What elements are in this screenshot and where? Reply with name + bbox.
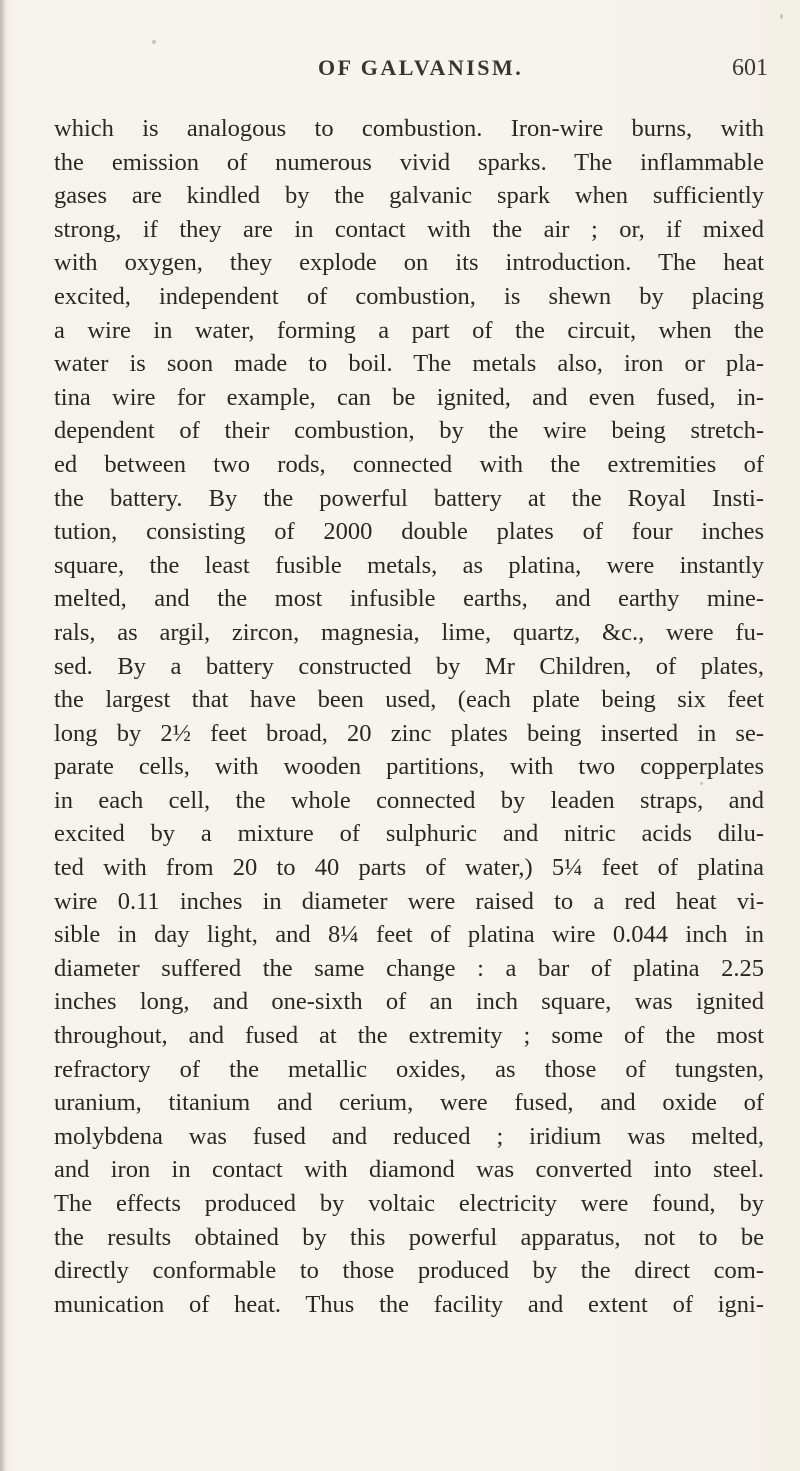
text-line: parate cells, with wooden partitions, with two copperplates (54, 753, 764, 781)
text-line: the largest that have been used, (each plate being six feet (54, 686, 764, 714)
text-line: melted, and the most infusible earths, and earthy mine- (54, 585, 764, 613)
text-line: sed. By a battery constructed by Mr Children, of plates, (54, 652, 764, 680)
text-line: diameter suffered the same change : a bar of platina 2.25 (54, 954, 764, 982)
page-number: 601 (732, 55, 768, 81)
text-line: refractory of the metallic oxides, as those of tungsten, (54, 1055, 764, 1083)
text-line: square, the least fusible metals, as platina, were instantly (54, 551, 764, 579)
page-header (108, 55, 778, 95)
text-line: ted with from 20 to 40 parts of water,) 5¼ feet of platina (54, 854, 764, 882)
text-line: and iron in contact with diamond was converted into steel. (54, 1156, 764, 1184)
text-line: throughout, and fused at the extremity ; some of the most (54, 1022, 764, 1050)
text-line: wire 0.11 inches in diameter were raised to a red heat vi- (54, 887, 764, 915)
text-line: directly conformable to those produced by the direct com- (54, 1257, 764, 1285)
text-line: the results obtained by this powerful apparatus, not to be (54, 1223, 764, 1251)
text-line: rals, as argil, zircon, magnesia, lime, quartz, &c., were fu- (54, 618, 764, 646)
text-line: with oxygen, they explode on its introduction. The heat (54, 249, 764, 277)
text-line: munication of heat. Thus the facility and extent of igni- (54, 1290, 764, 1318)
text-line: a wire in water, forming a part of the circuit, when the (54, 316, 764, 344)
text-line: in each cell, the whole connected by leaden straps, and (54, 786, 764, 814)
body-text (54, 112, 764, 1321)
text-line: the emission of numerous vivid sparks. The inflammable (54, 148, 764, 176)
text-line: molybdena was fused and reduced ; iridium was melted, (54, 1122, 764, 1150)
text-line: dependent of their combustion, by the wire being stretch- (54, 417, 764, 445)
text-line: ed between two rods, connected with the extremities of (54, 450, 764, 478)
text-line: the battery. By the powerful battery at the Royal Insti- (54, 484, 764, 512)
text-line: sible in day light, and 8¼ feet of platina wire 0.044 inch in (54, 921, 764, 949)
paper-speck (780, 14, 783, 19)
text-line: strong, if they are in contact with the air ; or, if mixed (54, 215, 764, 243)
text-line: inches long, and one-sixth of an inch square, was ignited (54, 988, 764, 1016)
text-line: water is soon made to boil. The metals also, iron or pla- (54, 350, 764, 378)
gutter-shadow (0, 0, 6, 1471)
text-line: uranium, titanium and cerium, were fused, and oxide of (54, 1089, 764, 1117)
text-line: tina wire for example, can be ignited, and even fused, in- (54, 383, 764, 411)
text-line: long by 2½ feet broad, 20 zinc plates being inserted in se- (54, 719, 764, 747)
paper-speck (152, 40, 156, 44)
text-line: excited, independent of combustion, is shewn by placing (54, 282, 764, 310)
text-line: tution, consisting of 2000 double plates of four inches (54, 518, 764, 546)
running-head: OF GALVANISM. (318, 55, 524, 80)
text-line: excited by a mixture of sulphuric and nitric acids dilu- (54, 820, 764, 848)
text-line: gases are kindled by the galvanic spark when sufficiently (54, 182, 764, 210)
text-line: The effects produced by voltaic electricity were found, by (54, 1190, 764, 1217)
text-line: which is analogous to combustion. Iron-wire burns, with (54, 115, 764, 142)
